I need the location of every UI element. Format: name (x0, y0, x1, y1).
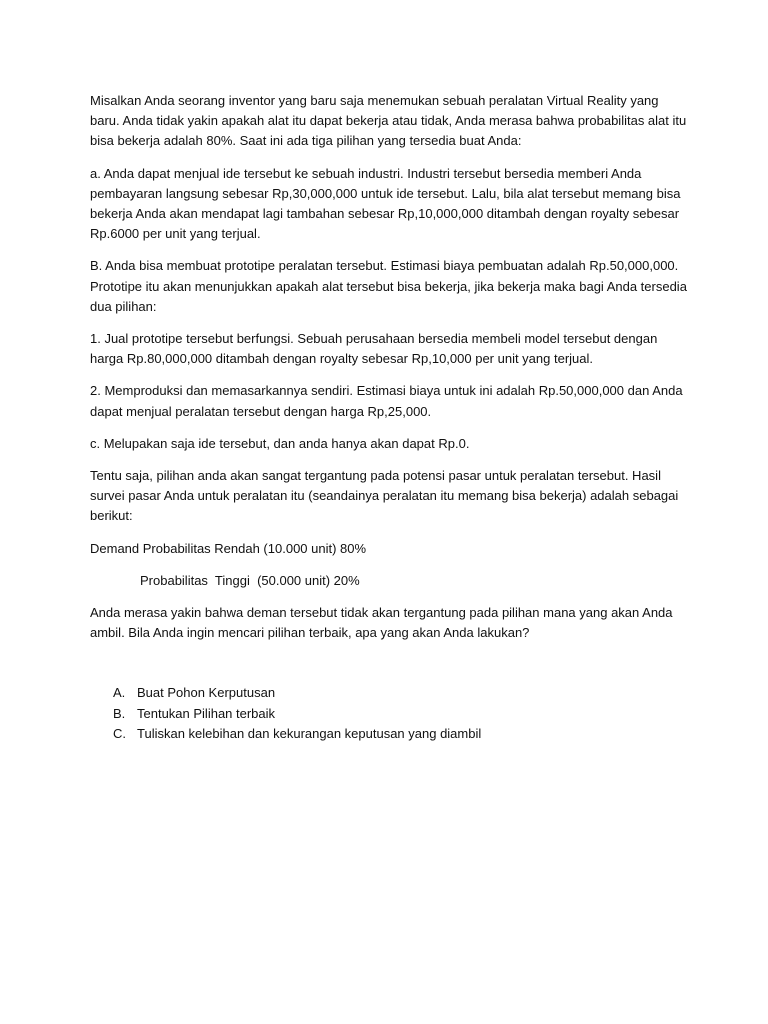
option-a-paragraph: a. Anda dapat menjual ide tersebut ke sebuah industri. Industri tersebut bersedia memberi Anda pembayaran langsung sebesar Rp,30,000,000 untuk ide tersebut. Lalu, bila alat tersebut memang bisa bekerja Anda akan mendapat lagi tambahan sebesar Rp,10,000,000 ditambah dengan royalty sebesar Rp.6000 per unit yang terjual. (90, 165, 681, 242)
question-item-b (90, 704, 690, 724)
list-item-text: Tuliskan kelebihan dan kekurangan keputusan yang diambil (137, 725, 482, 741)
question-item-c (90, 724, 690, 744)
option-b-paragraph: B. Anda bisa membuat prototipe peralatan tersebut. Estimasi biaya pembuatan adalah Rp.50,000,000. Prototipe itu akan menunjukkan apakah alat tersebut bisa bekerja, jika bekerja maka bagi Anda tersedia dua pilihan: (90, 258, 687, 314)
list-item-text: Buat Pohon Kerputusan (137, 685, 276, 701)
market-survey-paragraph: Tentu saja, pilihan anda akan sangat tergantung pada potensi pasar untuk peralatan tersebut. Hasil survei pasar Anda untuk peralatan itu (seandainya peralatan itu memang bisa bekerja) adalah sebagai berikut: (90, 468, 679, 524)
demand-high-line: Probabilitas Tinggi (50.000 unit) 20% (140, 572, 360, 588)
blank-line (90, 655, 690, 683)
list-marker: C. (113, 725, 126, 741)
list-marker: A. (113, 685, 126, 701)
option-b1-paragraph: 1. Jual prototipe tersebut berfungsi. Sebuah perusahaan bersedia membeli model tersebut dengan harga Rp.80,000,000 ditambah dengan royalty sebesar Rp,10,000 per unit yang terjual. (90, 331, 658, 367)
option-b2-paragraph: 2. Memproduksi dan memasarkannya sendiri. Estimasi biaya untuk ini adalah Rp.50,000,000 dan Anda dapat menjual peralatan tersebut dengan harga Rp,25,000. (90, 383, 683, 419)
question-paragraph: Anda merasa yakin bahwa deman tersebut tidak akan tergantung pada pilihan mana yang akan Anda ambil. Bila Anda ingin mencari pilihan terbaik, apa yang akan Anda lakukan? (90, 605, 673, 641)
question-list (90, 683, 690, 744)
document-body (90, 91, 690, 744)
option-c-paragraph: c. Melupakan saja ide tersebut, dan anda hanya akan dapat Rp.0. (90, 435, 470, 451)
demand-low-line: Demand Probabilitas Rendah (10.000 unit) 80% (90, 540, 367, 556)
list-marker: B. (113, 705, 126, 721)
list-item-text: Tentukan Pilihan terbaik (137, 705, 276, 721)
intro-paragraph: Misalkan Anda seorang inventor yang baru saja menemukan sebuah peralatan Virtual Reality yang baru. Anda tidak yakin apakah alat itu dapat bekerja atau tidak, Anda merasa bahwa probabilitas alat itu bisa bekerja adalah 80%. Saat ini ada tiga pilihan yang tersedia buat Anda: (90, 93, 687, 149)
question-item-a (90, 683, 690, 703)
